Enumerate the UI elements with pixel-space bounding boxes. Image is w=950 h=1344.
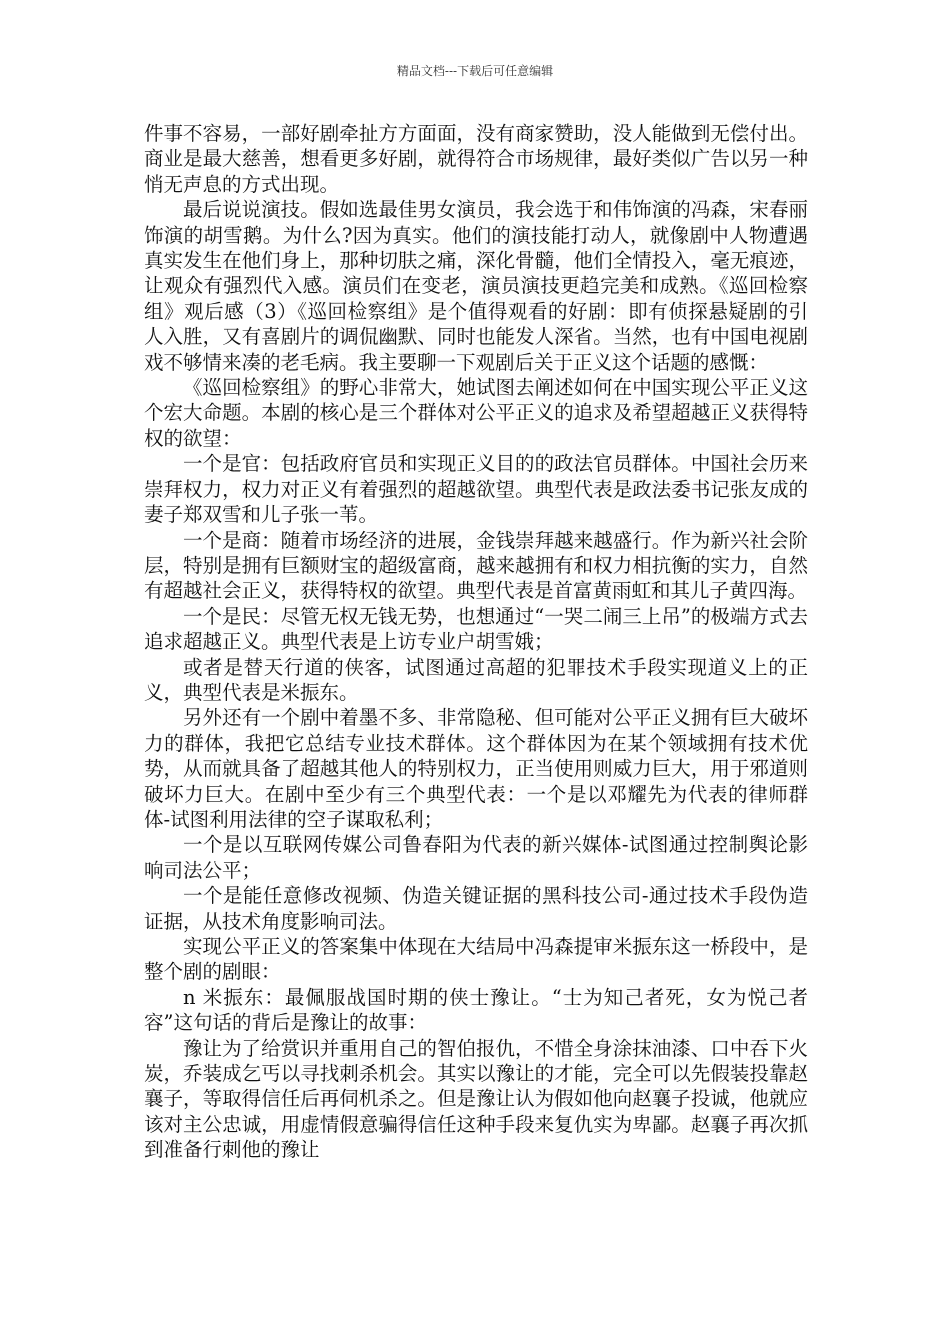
paragraph: 件事不容易，一部好剧牵扯方方面面，没有商家赞助，没人能做到无偿付出。商业是最大慈善，想看更多好剧，就得符合市场规律，最好类似广告以另一种悄无声息的方式出现。: [144, 122, 808, 196]
paragraph: 一个是以互联网传媒公司鲁春阳为代表的新兴媒体-试图通过控制舆论影响司法公平；: [144, 833, 808, 882]
paragraph: 或者是替天行道的侠客，试图通过高超的犯罪技术手段实现道义上的正义，典型代表是米振东。: [144, 655, 808, 704]
paragraph: 《巡回检察组》的野心非常大，她试图去阐述如何在中国实现公平正义这个宏大命题。本剧的核心是三个群体对公平正义的追求及希望超越正义获得特权的欲望：: [144, 376, 808, 450]
paragraph: 最后说说演技。假如选最佳男女演员，我会选于和伟饰演的冯森，宋春丽饰演的胡雪鹅。为什么?因为真实。他们的演技能打动人，就像剧中人物遭遇真实发生在他们身上，那种切肤之痛，深化骨髓，他们全情投入，毫无痕迹，让观众有强烈代入感。演员们在变老，演员演技更趋完美和成熟。《巡回检察组》观后感（3）《巡回检察组》是个值得观看的好剧：即有侦探悬疑剧的引人入胜，又有喜剧片的调侃幽默、同时也能发人深省。当然，也有中国电视剧戏不够情来凑的老毛病。我主要聊一下观剧后关于正义这个话题的感慨：: [144, 198, 808, 374]
paragraph: n 米振东：最佩服战国时期的侠士豫让。“士为知己者死，女为悦己者容”这句话的背后是豫让的故事：: [144, 985, 808, 1035]
page-header: 精品文档---下载后可任意编辑: [396, 64, 554, 78]
paragraph: 实现公平正义的答案集中体现在大结局中冯森提审米振东这一桥段中，是整个剧的剧眼：: [144, 935, 808, 984]
paragraph: 另外还有一个剧中着墨不多、非常隐秘、但可能对公平正义拥有巨大破坏力的群体，我把它总结专业技术群体。这个群体因为在某个领域拥有技术优势，从而就具备了超越其他人的特别权力，正当使用则威力巨大，用于邪道则破坏力巨大。在剧中至少有三个典型代表：一个是以邓耀先为代表的律师群体-试图利用法律的空子谋取私利；: [144, 706, 808, 831]
paragraph: 一个是商：随着市场经济的进展，金钱崇拜越来越盛行。作为新兴社会阶层，特别是拥有巨额财宝的超级富商，越来越拥有和权力相抗衡的实力，自然有超越社会正义，获得特权的欲望。典型代表是首富黄雨虹和其儿子黄四海。: [144, 528, 808, 603]
paragraph: 一个是能任意修改视频、伪造关键证据的黑科技公司-通过技术手段伪造证据，从技术角度影响司法。: [144, 884, 808, 933]
document-body: [144, 121, 808, 1163]
paragraph: 豫让为了给赏识并重用自己的智伯报仇，不惜全身涂抹油漆、口中吞下火炭，乔装成乞丐以寻找刺杀机会。其实以豫让的才能，完全可以先假装投靠赵襄子，等取得信任后再伺机杀之。但是豫让认为假如他向赵襄子投诚，他就应该对主公忠诚，用虚情假意骗得信任这种手段来复仇实为卑鄙。赵襄子再次抓到准备行刺他的豫让: [144, 1036, 808, 1162]
paragraph: 一个是官：包括政府官员和实现正义目的的政法官员群体。中国社会历来崇拜权力，权力对正义有着强烈的超越欲望。典型代表是政法委书记张友成的妻子郑双雪和儿子张一苇。: [144, 452, 808, 527]
paragraph: 一个是民：尽管无权无钱无势，也想通过“一哭二闹三上吊”的极端方式去追求超越正义。典型代表是上访专业户胡雪娥；: [144, 604, 808, 654]
